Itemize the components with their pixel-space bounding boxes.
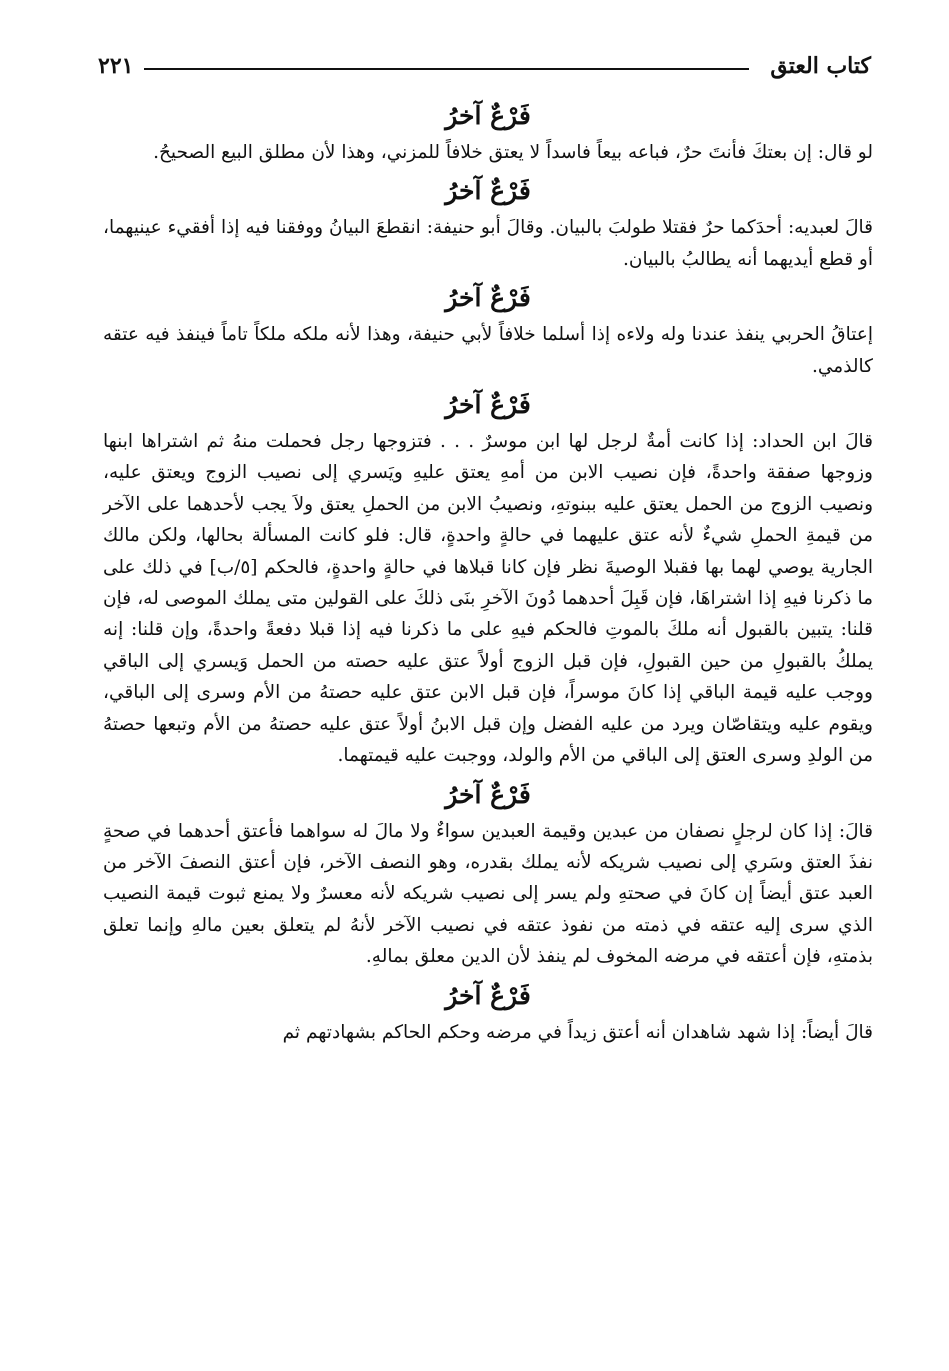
- section-4: [103, 384, 873, 771]
- section-paragraph: قالَ لعبديه: أحدَكما حرٌ فقتلا طولبَ بالبيان. وقالَ أبو حنيفة: انقطعَ البيانُ ووفقنا فيه إذا أفقيء عينيهما، أو قطع أيديهما أنه يطالبُ بالبيان.: [103, 217, 873, 270]
- section-paragraph: إعتاقُ الحربي ينفذ عندنا وله ولاءه إذا أسلما خلافاً لأبي حنيفة، وهذا لأنه ملكه ملكاً تاماً فينفذ فيه عتقه كالذمي.: [103, 324, 873, 377]
- header-rule: [144, 68, 749, 70]
- section-paragraph: قالَ: إذا كان لرجلٍ نصفان من عبدين وقيمة العبدين سواءٌ ولا مالَ له سواهما فأعتق أحدهما في صحةٍ نفذَ العتق وسَري إلى نصيب شريكه لأنه يملك بقدره، وهو النصف الآخر، فإن أعتق النصفَ الآخر من العبد عتق أيضاً إن كانَ في صحتهِ ولم يسر إلى نصيب شريكه لأنه معسرٌ ولا يمنع ثبوت قيمة النصيب الذي سرى إليه عتقه في ذمته من نفوذ عتقه في نصيب الآخر لأنهُ لم يتعلق بعين مالهِ وإنما تعلق بذمتهِ، فإن أعتقه في مرضه المخوف لم ينفذ لأن الدين معلق بمالهِ.: [103, 820, 873, 968]
- section-2: [103, 170, 873, 275]
- book-title: كتاب العتق: [770, 53, 871, 79]
- page-body: [103, 95, 873, 1050]
- section-paragraph: قالَ ابن الحداد: إذا كانت أمةٌ لرجل لها ابن موسرٌ . . . فتزوجها رجل فحملت منهُ ثم اشتراها ابنها وزوجها صفقة واحدةً، فإن نصيب الابن من أمهِ يعتق عليهِ ويَسري إلى نصيب الزوج ويعتق عليه، ونصيب الزوج من الحمل يعتق عليه ببنوتهِ، ونصيبُ الابن من الحملِ يعتق ولاَ يجب لأحدهما على الآخر من قيمةِ الحملِ شيءٌ لأنه عتق عليهما في حالةٍ واحدةٍ، قال: فلو كانت المسألة بحالها، ولكن مالك الجارية يوصي لهما بها فقبلا الوصيةَ نظر فإن كانا قبلاها في حالةٍ واحدةٍ، فالحكم [٥/ب] في ذلك على ما ذكرنا فيهِ إذا اشتراهَا، فإن قَبِلَ أحدهما دُونَ الآخرِ بنَى ذلكَ على القولين متى يملك الموصى له، فإن قلنا: يتبين بالقبول أنه ملكَ بالموتِ فالحكم فيهِ على ما ذكرنا فيه إذا قبلا دفعةً واحدةً، وإن قلنا: إنه يملكُ بالقبولِ من حين القبولِ، فإن قبل الزوج أولاً عتق عليه حصته من الحمل وَيسري إلى الباقي ووجب عليه قيمة الباقي إذا كانَ موسراً، فإن قبل الابن عتق عليه حصتهُ من الأم وسرى إلى الباقي، ويقوم عليه ويتقاصّان ويرد من عليه الفضل وإن قبل الابنُ أولاً عتق عليه حصتهُ من الأم وتبعها حصتهُ من الولدِ وسرى العتق إلى الباقي من الأم والولد، ووجبت عليه قيمتهما.: [103, 431, 873, 767]
- section-paragraph: قالَ أيضاً: إذا شهد شاهدان أنه أعتق زيداً في مرضه وحكم الحاكم بشهادتهم ثم: [282, 1021, 873, 1043]
- section-3: [103, 277, 873, 382]
- section-6: [103, 975, 873, 1048]
- section-heading: فَرْعٌ آخرُ: [445, 390, 531, 420]
- section-paragraph: لو قال: إن بعتكَ فأنتَ حرٌ، فباعه بيعاً فاسداً لا يعتق خلافاً للمزني، وهذا لأن مطلق البيع الصحيحُ.: [153, 142, 873, 163]
- section-5: [103, 774, 873, 973]
- section-1: [103, 95, 873, 168]
- page-number: ٢٢١: [98, 53, 134, 79]
- section-heading: فَرْعٌ آخرُ: [445, 176, 531, 206]
- section-heading: فَرْعٌ آخرُ: [445, 101, 531, 130]
- running-header: [98, 48, 871, 88]
- section-heading: فَرْعٌ آخرُ: [445, 283, 531, 313]
- section-heading: فَرْعٌ آخرُ: [445, 779, 531, 809]
- section-heading: فَرْعٌ آخرُ: [445, 980, 531, 1010]
